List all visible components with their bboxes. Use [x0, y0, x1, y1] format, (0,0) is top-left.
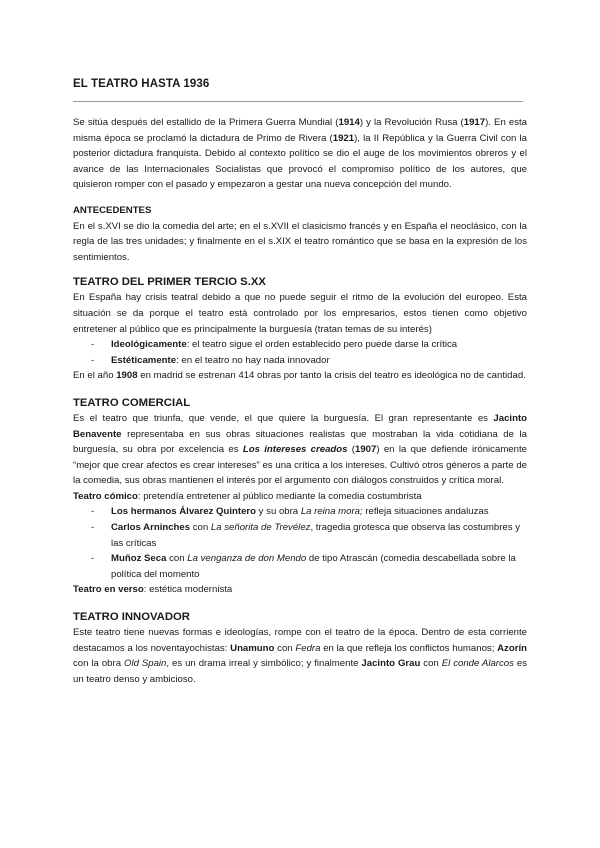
primer-tercio-heading: TEATRO DEL PRIMER TERCIO S.XX [73, 276, 266, 289]
innovador-paragraph: Este teatro tiene nuevas formas e ideologías, rompe con el teatro de la época. Dentro de esta corriente destacamos a los noventayochistas: Unamuno con Fedra en la que refleja los conflictos humanos; Azorín con la obra Old Spain, es un drama irreal y simbólico; y finalmente Jacinto Grau con El conde Alarcos es un teatro denso y ambicioso. [73, 627, 527, 685]
list-item: - Ideológicamente: el teatro sigue el orden establecido pero puede darse la crítica [73, 337, 527, 353]
teatro-comico-line: Teatro cómico: pretendía entretener al público mediante la comedia costumbrista [73, 490, 422, 502]
list-item: - Carlos Arninches con La señorita de Trevélez, tragedia grotesca que observa las costumbres y las críticas [73, 520, 527, 551]
list-item: - Muñoz Seca con La venganza de don Mendo de tipo Atrascán (comedia descabellada sobre la política del momento [73, 551, 527, 582]
title-divider [73, 101, 523, 102]
document-body [73, 115, 527, 687]
innovador-heading: TEATRO INNOVADOR [73, 611, 190, 624]
primer-tercio-list [73, 337, 527, 368]
teatro-comico-list [73, 504, 527, 582]
intro-paragraph: Se sitúa después del estallido de la Primera Guerra Mundial (1914) y la Revolución Rusa (1917). En esta misma época se proclamó la dictadura de Primo de Rivera (1921), la II República y la Guerra Civil con la posterior dictadura franquista. Debido al contexto político se dio el auge de los movimientos obreros y el avance de las Internacionales Socialistas que provocó el compromiso político de los autores, que quisieron romper con el pasado y empezaron a gestar una nueva concepción del mundo. [73, 117, 528, 191]
primer-tercio-closing: En el año 1908 en madrid se estrenan 414 obras por tanto la crisis del teatro es ideológica no de cantidad. [73, 370, 526, 382]
list-item: - Los hermanos Álvarez Quintero y su obra La reina mora; refleja situaciones andaluzas [73, 504, 527, 520]
antecedentes-paragraph: En el s.XVI se dio la comedia del arte; en el s.XVII el clasicismo francés y en España el neoclásico, con la regla de las tres unidades; y finalmente en el s.XIX el teatro romántico que se basa en la expresión de los sentimientos. [73, 220, 527, 263]
document-title: EL TEATRO HASTA 1936 [73, 78, 210, 90]
comercial-heading: TEATRO COMERCIAL [73, 396, 191, 409]
list-item: - Estéticamente: en el teatro no hay nada innovador [73, 353, 527, 369]
primer-tercio-paragraph: En España hay crisis teatral debido a que no puede seguir el ritmo de la evolución del europeo. Esta situación se da porque el teatro está controlado por los empresarios, estos tienen como objetivo entretener al público que es principalmente la burguesía (tratan temas de su interés) [73, 292, 527, 335]
comercial-paragraph: Es el teatro que triunfa, que vende, el que quiere la burguesía. El gran representante es Jacinto Benavente representaba en sus obras situaciones realistas que mostraban la vida cotidiana de la burguesía, su obra por excelencia es Los intereses creados (1907) en la que defiende irónicamente “mejor que crear afectos es crear intereses” es una crítica a los intereses. Cultivó otros géneros a parte de la comedia, sus obras mantienen el interés por el argumento con diálogos construidos y crítica moral. [73, 412, 527, 487]
teatro-verso-line: Teatro en verso: estética modernista [73, 584, 233, 596]
antecedentes-heading: ANTECEDENTES [73, 204, 152, 216]
